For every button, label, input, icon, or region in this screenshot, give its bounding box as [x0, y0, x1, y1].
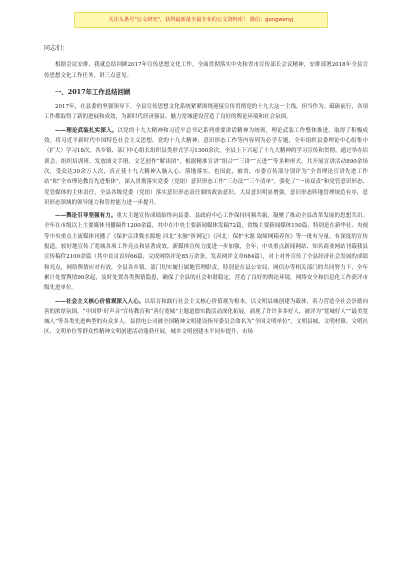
- opinion-subheading: ——舆论引导坚强有力。: [55, 213, 117, 220]
- values-body: 以培育和践行社会主义核心价值观为根本，以文明县城创建为载体，着力营造全社会崇德向善的浓厚氛围。“中国梦·好声音”宣传教育和“善行宽城”主题道德实践活动深化拓展，涌现了许许多多好人，被评为“宽城好人”“最美宽城人”等各类先进典型的有众多人。县供电公司被全国精神文明建设指导委员会命名为“全国文明单位”，文明县城、文明村镇、文明社区、文明单位等群众性精神文明创建活动蓬勃开展，城乡文明创建水平同步提升，市场: [44, 298, 368, 336]
- theory-body: 以党的十九大精神和习近平总书记系列重要讲话精神为统领，理论武装工作整体推进，取得了积极成效。将习近平新时代中国特色社会主义思想、党的十九大精神、意识形态工作等内容列为必学专题，全年组织县委理论中心组集中（扩大）学习18次，各乡镇、部门中心组长组织县类形式学习1300余次，全县上下兴起了十九大精神的学习宣传和贯彻。通过举办培训会、组织培训班、发放图文手册、文艺创作“解读团”，根据精准宣讲“组合”“三讲”“五进”“等多种形式，共开展宣讲活动890余场次，受众达30余万人次，真正使十九大精神入脑入心、落地落实。也因此，被省、市委宣传部分别评为“全省理论宣讲先进工作站”和“全市理论教育先进集体”，深入贯彻落实党委（党组）意识形态工作“三办法”“三个清单”，强化了“一岗双责”和党管意识形态、党管媒体的主体责任，全县各级党委（党组）落实意识形态责任制的政治意识、大局意识明显增强，意识形态阵地管理规范有序，意识形态领域的领导能力和管控能力进一步提升。: [44, 127, 368, 206]
- values-paragraph: [44, 297, 368, 338]
- section-1-heading: 一、2017年工作总结回顾: [55, 87, 131, 96]
- opinion-paragraph: [44, 211, 368, 293]
- intro-paragraph: 根据会议安排，我就总结回顾2017年宣传思想文化工作，全面贯彻落实中央和省市宣传部长会议精神，安排部署2018年全县宣传思想文化工作任务，讲三点意见。: [44, 62, 368, 79]
- salutation: 同志们：: [44, 45, 69, 52]
- theory-paragraph: [44, 126, 368, 208]
- theory-subheading: ——理论武装扎实深入。: [55, 127, 118, 134]
- opinion-body: 重大主题宣传成绩始终向县委、县政府中心工作保持同频共振，凝聚了推动全县改革发展的思想共识。全年在市级以上主要媒体刊播稿件1200余篇，其中在中央主要新闻媒体发稿72篇，省级主要新闻媒体150篇，特别是在新华社、央视等中央重点主流媒体刊播了《保护京津冀水源地 河北“水脉”折网记》《河北：保护水源 取缔网箱养鱼》等一批有分量、有深度的宣传报道，较好地宣传了宽城各项工作亮点和显著成效。新媒体宣传力度进一步加强，全年，中央重点新闻网站、知名商业网站刊载我县宣传稿件2100余篇（其中首页首屏66篇，完成网络评论85万余条，发表网评文章684篇），对上对外宣传了全县经济社会发展的成绩和亮点，网络舆情应对有效，全县各乡镇、部门切实履行属地管理职责，特别是在县公安局、网信办等相关部门的共同努力下，全年累计处置舆情90余起，及时处置各类舆情隐患，确保了全县的社会和谐稳定，营造了良好的舆论环境。网络安全和信息化工作获评市级先进单位。: [44, 213, 368, 292]
- document-body: [44, 40, 368, 341]
- wechat-promo-banner: 关注头条号"公文研究"，获得最新最全最专业的公文资料库！ 微信：gongwenyj: [74, 12, 328, 28]
- values-subheading: ——社会主义核心价值观深入人心。: [55, 298, 145, 305]
- section-1-intro-paragraph: 2017年，在县委的坚强领导下，全县宣传思想文化系统紧紧围绕迎接宣传贯彻党的十九大这一主线，担当作为、砥砺前行，各项工作都取得了新的进展和成效，为新时代经济强县、魅力宽城建设营造了良好的舆论环境和社会氛围。: [44, 104, 368, 121]
